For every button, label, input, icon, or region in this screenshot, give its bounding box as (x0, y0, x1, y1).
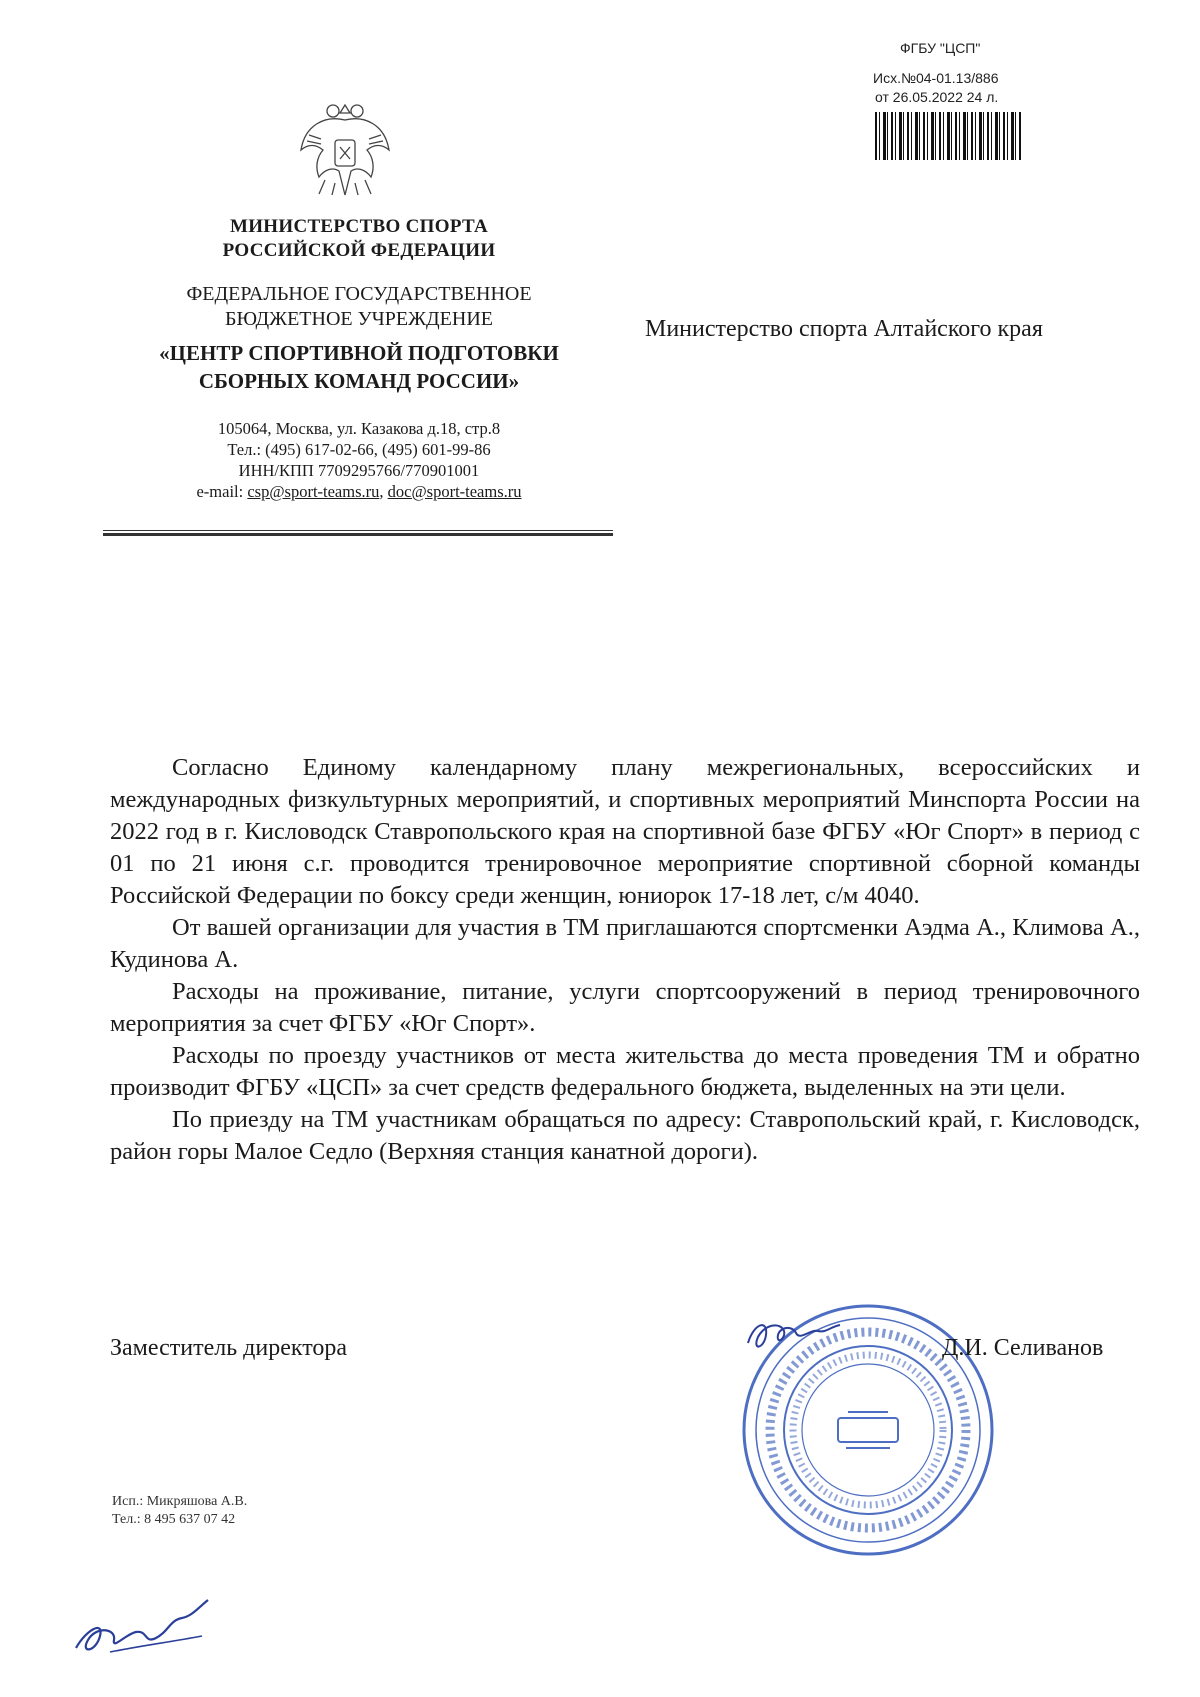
address: 105064, Москва, ул. Казакова д.18, стр.8 (217, 419, 501, 438)
email-label: e-mail: (196, 482, 248, 501)
center-line-1: «ЦЕНТР СПОРТИВНОЙ ПОДГОТОВКИ (159, 341, 559, 365)
center-line-2: СБОРНЫХ КОМАНД РОССИИ» (198, 369, 520, 393)
executor-block (112, 1493, 247, 1529)
signer-position: Заместитель директора (110, 1335, 348, 1361)
executor-signature (70, 1590, 220, 1670)
body-paragraph-3: Расходы на проживание, питание, услуги спортсооружений в период тренировочного мероприятия за счет ФГБУ «Юг Спорт». (110, 978, 1140, 1037)
barcode (875, 112, 1023, 160)
registration-date: от 26.05.2022 24 л. (875, 89, 999, 105)
director-signature (740, 1305, 860, 1365)
email-line (100, 481, 618, 502)
ministry-line-2: РОССИЙСКОЙ ФЕДЕРАЦИИ (222, 240, 496, 261)
center-name (100, 339, 618, 395)
signer-name: Д.И. Селиванов (942, 1335, 1104, 1361)
divider-thick (103, 533, 613, 536)
body-paragraph-2: От вашей организации для участия в ТМ приглашаются спортсменки Аэдма А., Климова А., Кудинова А. (110, 914, 1140, 973)
email-link-csp[interactable]: csp@sport-teams.ru (247, 482, 380, 501)
executor-phone: Тел.: 8 495 637 07 42 (112, 1512, 236, 1527)
institution-line-2: БЮДЖЕТНОЕ УЧРЕЖДЕНИЕ (224, 308, 494, 330)
ministry-name (100, 215, 618, 263)
executor-name: Исп.: Микряшова А.В. (112, 1494, 248, 1509)
coat-of-arms-emblem (295, 95, 395, 205)
body-paragraph-1: Согласно Единому календарному плану межрегиональных, всероссийских и международных физкультурных мероприятий, и спортивных мероприятий Минспорта России на 2022 год в г. Кисловодск Ставропольского края на спортивной базе ФГБУ «Юг Спорт» в период с 01 по 21 июня с.г. проводится тренировочное мероприятие спортивной сборной команды Российской Федерации по боксу среди женщин, юниорок 17-18 лет, с/м 4040. (110, 754, 1140, 909)
body-paragraph-5: По приезду на ТМ участникам обращаться по адресу: Ставропольский край, г. Кисловодск, район горы Малое Седло (Верхняя станция канатной дороги). (110, 1106, 1140, 1165)
contacts-block (100, 418, 618, 502)
registration-number: Исх.№04-01.13/886 (873, 70, 999, 86)
institution-type (100, 282, 618, 332)
body-paragraph-4: Расходы по проезду участников от места жительства до места проведения ТМ и обратно производит ФГБУ «ЦСП» за счет средств федерального бюджета, выделенных на эти цели. (110, 1042, 1140, 1101)
email-link-doc[interactable]: doc@sport-teams.ru (387, 482, 522, 501)
ministry-line-1: МИНИСТЕРСТВО СПОРТА (229, 216, 489, 237)
addressee: Министерство спорта Алтайского края (645, 316, 1043, 342)
registration-org: ФГБУ "ЦСП" (900, 40, 981, 56)
institution-line-1: ФЕДЕРАЛЬНОЕ ГОСУДАРСТВЕННОЕ (186, 283, 532, 305)
phone: Тел.: (495) 617-02-66, (495) 601-99-86 (227, 440, 491, 459)
inn-kpp: ИНН/КПП 7709295766/770901001 (238, 461, 480, 480)
divider-thin (103, 530, 613, 531)
letter-body (110, 752, 1140, 1168)
email-separator: , (379, 482, 388, 501)
